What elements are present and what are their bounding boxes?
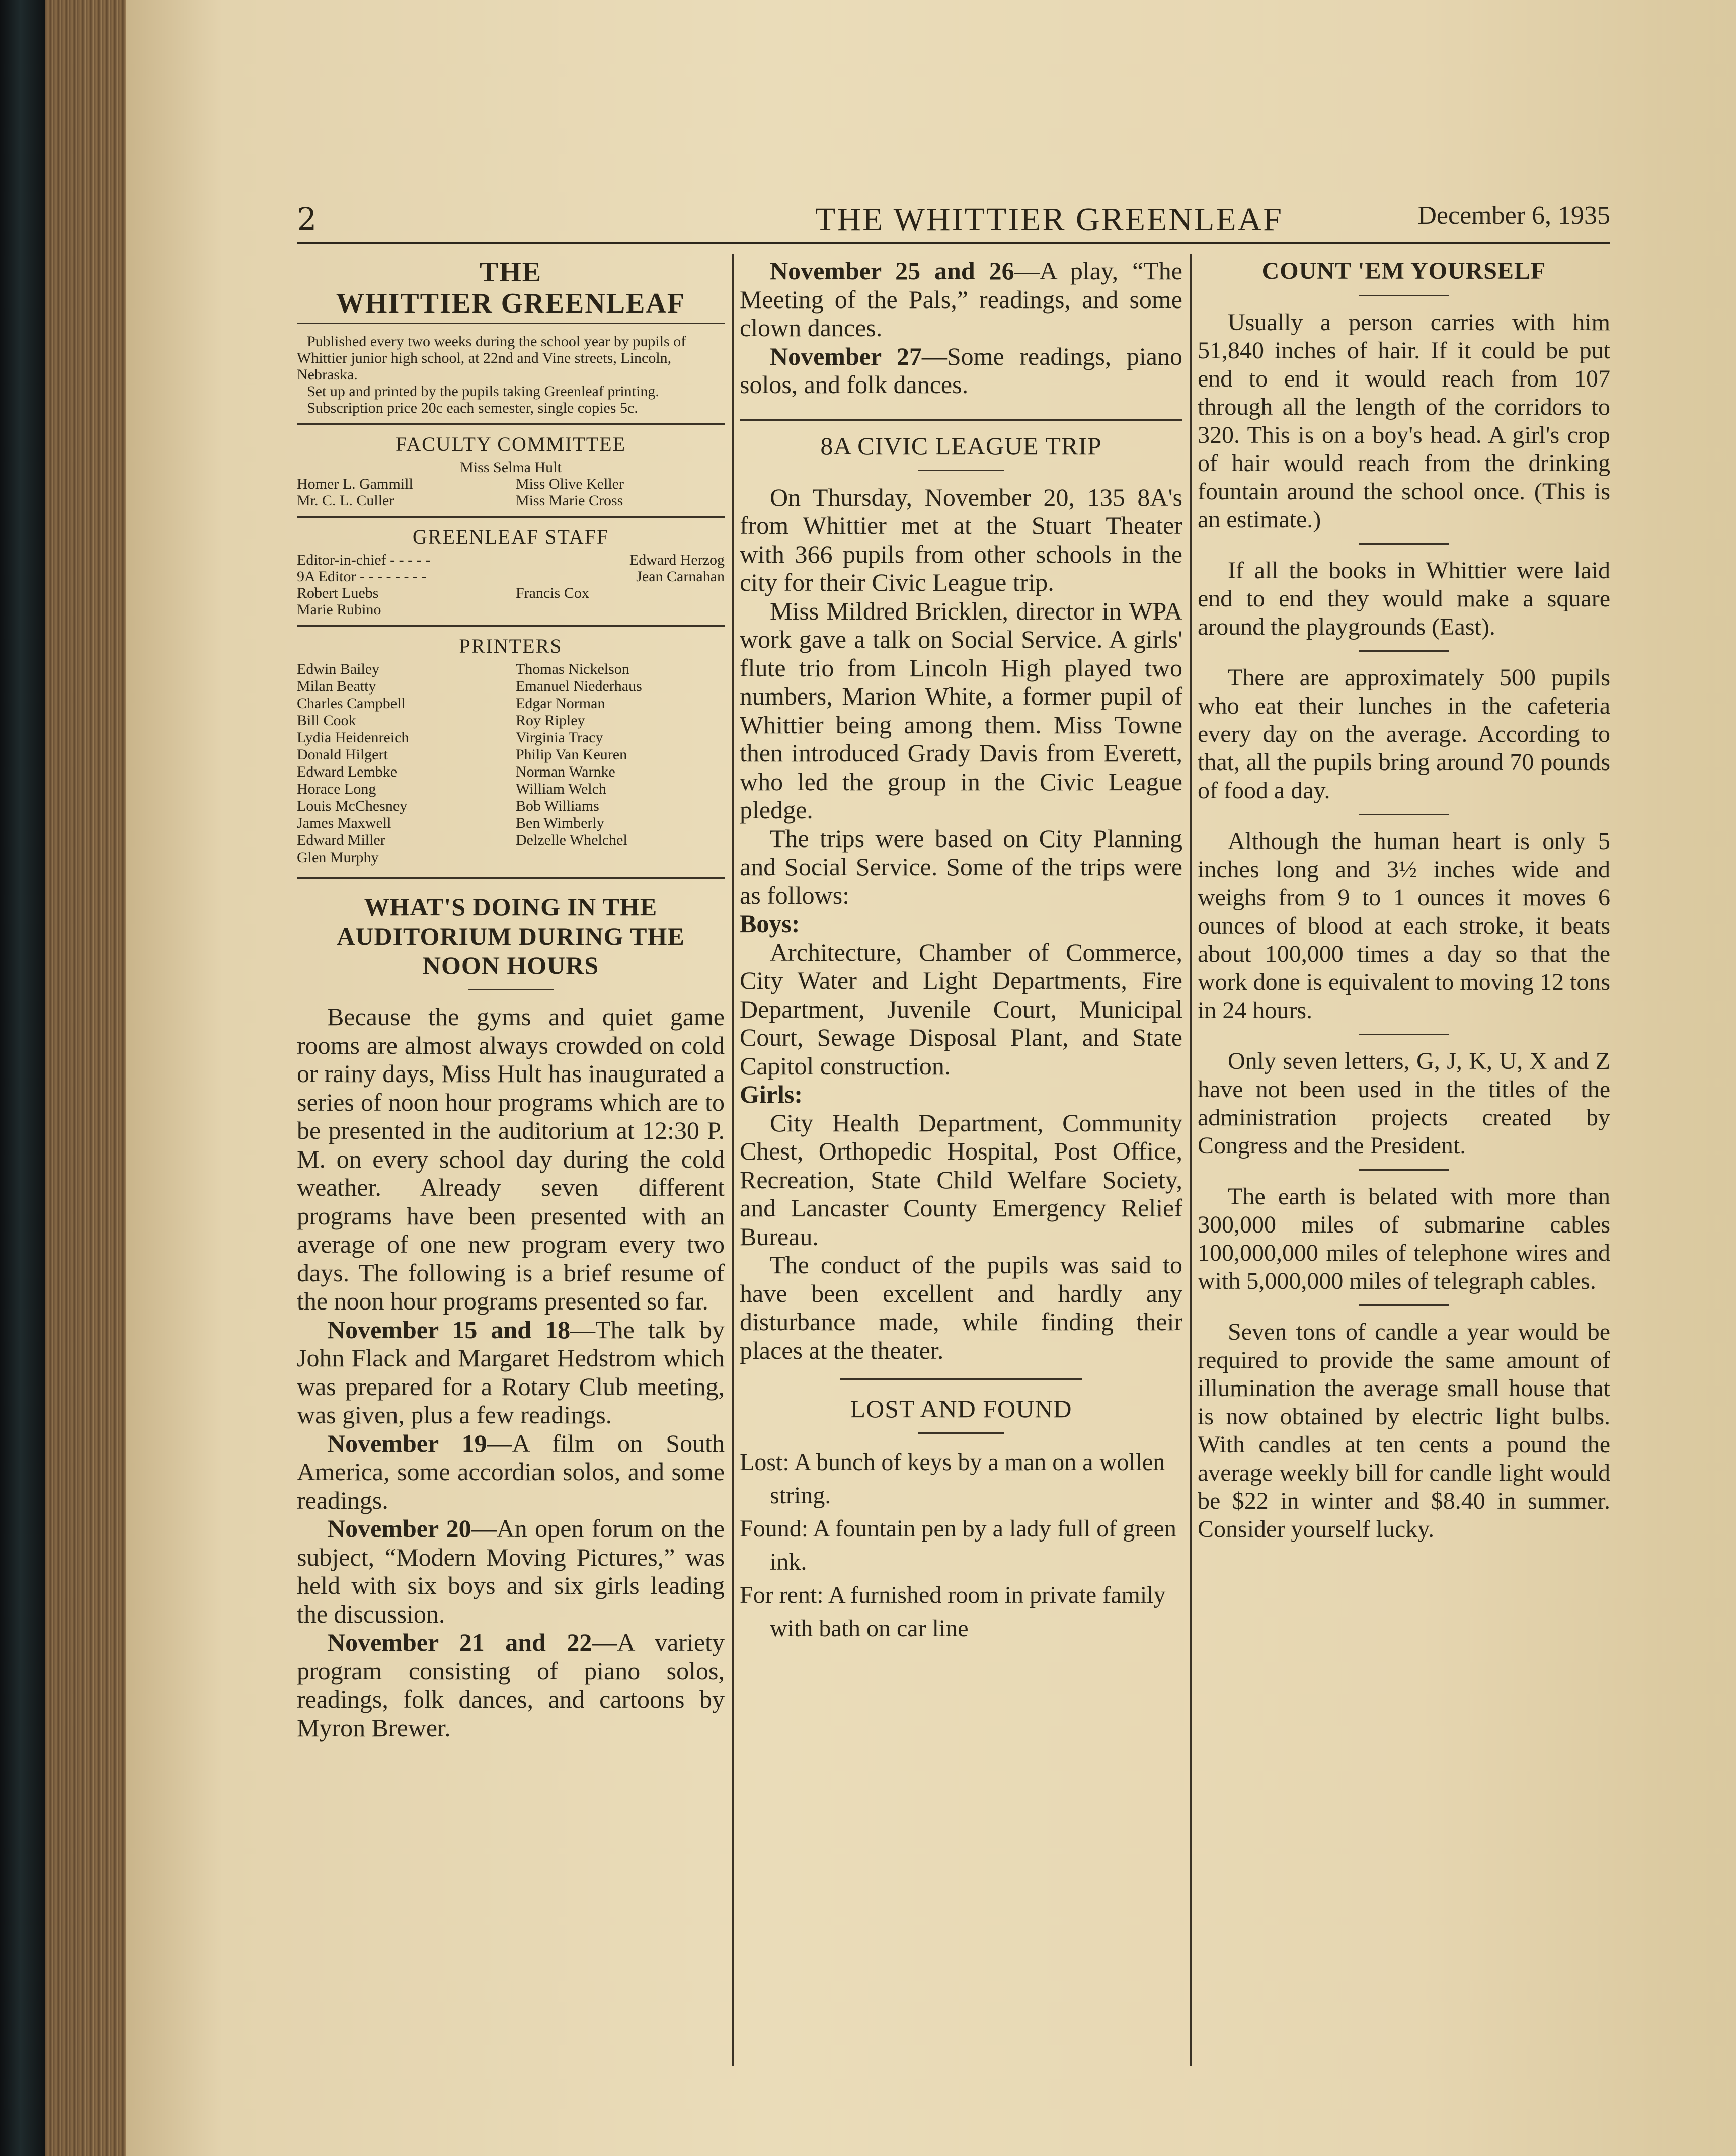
fact-item: Only seven letters, G, J, K, U, X and Z have not been used in the titles of the administration projects created by Congress and the President. xyxy=(1198,1048,1610,1159)
faculty-chair: Miss Selma Hult xyxy=(460,459,562,476)
civic-paragraph: On Thursday, November 20, 135 8A's from Whittier met at the Stuart Theater with 366 pupils from other schools in the city for their Civic League trip. xyxy=(740,483,1182,596)
faculty-heading: FACULTY COMMITTEE xyxy=(395,433,626,455)
book-spine xyxy=(0,0,45,2156)
divider xyxy=(297,323,725,324)
printers-left xyxy=(297,661,506,866)
printer-name: Louis McChesney xyxy=(297,798,408,814)
program-text: —An open forum on the subject, “Modern Moving Pictures,” was held with six boys and six girls leading the discussion. xyxy=(297,1514,725,1628)
lost-found-list xyxy=(740,1446,1182,1645)
printers-list xyxy=(297,661,725,866)
civic-trip-article xyxy=(740,483,1182,1365)
faculty-member: Mr. C. L. Culler xyxy=(297,492,394,509)
program-date: November 27 xyxy=(770,342,922,370)
program-date: November 25 and 26 xyxy=(770,257,1014,285)
auditorium-article xyxy=(297,1003,725,1742)
fact-item: Seven tons of candle a year would be required to provide the same amount of illumination the average small house that is now obtained by electric light bulbs. With candles at ten cents a pound the average weekly bill for candle light would be $22 in winter and $8.40 in summer. Consider yourself lucky. xyxy=(1198,1319,1610,1543)
printer-name: Charles Campbell xyxy=(297,695,406,712)
count-em-headline: COUNT 'EM YOURSELF xyxy=(1261,258,1546,284)
column-one xyxy=(297,257,725,2048)
program-date: November 20 xyxy=(327,1514,471,1543)
headline-dash xyxy=(918,470,1004,471)
fact-divider xyxy=(1359,1034,1449,1035)
civic-trip-headline: 8A CIVIC LEAGUE TRIP xyxy=(820,431,1102,460)
lost-found-headline: LOST AND FOUND xyxy=(850,1395,1072,1423)
printer-name: Thomas Nickelson xyxy=(516,661,629,677)
fact-item: The earth is belated with more than 300,000 miles of submarine cables 100,000,000 miles of telephone wires and with 5,000,000 miles of telegraph cables. xyxy=(1198,1183,1610,1294)
column-rule xyxy=(732,254,734,2066)
program-text: —A play, “The Meeting of the Pals,” readings, and some clown dances. xyxy=(740,257,1182,342)
faculty-list xyxy=(297,476,725,509)
printing-note: Set up and printed by the pupils taking Greenleaf printing. xyxy=(307,383,659,400)
fact-item: If all the books in Whittier were laid end to end they would make a square around the playgrounds (East). xyxy=(1198,557,1610,640)
printers-right xyxy=(516,661,725,866)
classified-item: Found: A fountain pen by a lady full of green ink. xyxy=(740,1515,1176,1575)
printer-name: Edward Miller xyxy=(297,832,385,849)
fact-item: Usually a person carries with him 51,840 inches of hair. If it could be put end to end it would reach from 107 through all the length of the corridors to 320. This is on a boy's head. A girl's crop of hair would reach from the drinking fountain around the school once. (This is an estimate.) xyxy=(1198,309,1610,533)
printer-name: Delzelle Whelchel xyxy=(516,832,627,849)
divider xyxy=(297,877,725,879)
civic-closing: The conduct of the pupils was said to have been excellent and hardly any disturbance made, while finding their places at the theater. xyxy=(740,1251,1182,1364)
program-date: November 15 and 18 xyxy=(327,1315,571,1344)
classified-item: Lost: A bunch of keys by a man on a wollen string. xyxy=(740,1449,1165,1509)
page-edges xyxy=(45,0,126,2156)
printer-name: Roy Ripley xyxy=(516,712,585,729)
fact-item: There are approximately 500 pupils who eat their lunches in the cafeteria every day on the average. According to that, all the pupils bring around 70 pounds of food a day. xyxy=(1198,664,1610,804)
staff-member: Robert Luebs xyxy=(297,585,379,601)
program-text: —The talk by John Flack and Margaret Hedstrom which was prepared for a Rotary Club meeting, was given, plus a few readings. xyxy=(297,1315,725,1429)
printer-name: James Maxwell xyxy=(297,815,391,831)
column-two xyxy=(740,257,1182,2048)
ninth-editor-name: Jean Carnahan xyxy=(636,568,725,585)
masthead-name: WHITTIER GREENLEAF xyxy=(336,288,686,319)
printer-name: Glen Murphy xyxy=(297,849,379,866)
program-entry xyxy=(297,1429,725,1515)
printer-name: Lydia Heidenreich xyxy=(297,729,409,746)
staff-member: Marie Rubino xyxy=(297,601,381,618)
faculty-member: Miss Olive Keller xyxy=(516,476,624,492)
staff-heading: GREENLEAF STAFF xyxy=(412,525,609,548)
column-rule xyxy=(1190,254,1192,2066)
boys-trips: Architecture, Chamber of Commerce, City Water and Light Departments, Fire Department, Juvenile Court, Municipal Court, Sewage Disposal Plant, and State Capitol construction. xyxy=(740,938,1182,1080)
printer-name: Emanuel Niederhaus xyxy=(516,678,642,695)
faculty-member: Homer L. Gammill xyxy=(297,476,413,492)
program-entry xyxy=(740,342,1182,399)
printer-name: William Welch xyxy=(516,781,606,797)
fact-divider xyxy=(1359,1304,1449,1306)
program-entry xyxy=(297,1628,725,1742)
printer-name: Bill Cook xyxy=(297,712,356,729)
divider xyxy=(840,1378,1082,1380)
divider xyxy=(740,419,1182,421)
printer-name: Donald Hilgert xyxy=(297,746,388,763)
headline-dash xyxy=(468,989,554,990)
girls-label-text: Girls: xyxy=(740,1080,803,1108)
printer-name: Virginia Tracy xyxy=(516,729,603,746)
staff-member xyxy=(516,601,725,618)
auditorium-continued xyxy=(740,257,1182,399)
program-entry xyxy=(297,1316,725,1429)
printer-name: Ben Wimberly xyxy=(516,815,604,831)
divider xyxy=(297,516,725,518)
program-entry xyxy=(740,257,1182,342)
fact-divider xyxy=(1359,1169,1449,1171)
fact-divider xyxy=(1359,543,1449,545)
staff-list xyxy=(297,585,725,618)
boys-label-text: Boys: xyxy=(740,909,800,938)
auditorium-intro: Because the gyms and quiet game rooms are almost always crowded on cold or rainy days, Miss Hult has inaugurated a series of noon hour programs which are to be presented in the auditorium at 12:30 P. M. on every school day during the cold weather. Already seven different programs have been presented with an average of one new program every two days. The following is a brief resume of the noon hour programs presented so far. xyxy=(297,1003,725,1315)
printer-name: Bob Williams xyxy=(516,798,599,814)
printer-name: Edwin Bailey xyxy=(297,661,380,677)
auditorium-headline: WHAT'S DOING IN THE AUDITORIUM DURING THE NOON HOURS xyxy=(337,893,685,979)
ninth-editor-line xyxy=(297,568,725,585)
classified-item: For rent: A furnished room in private family with bath on car line xyxy=(740,1582,1166,1642)
printer-name: Milan Beatty xyxy=(297,678,376,695)
divider xyxy=(297,625,725,627)
boys-label xyxy=(740,909,1182,938)
program-date: November 21 and 22 xyxy=(327,1628,592,1656)
staff-member: Francis Cox xyxy=(516,585,589,601)
column-three xyxy=(1198,257,1610,2048)
civic-paragraph: Miss Mildred Bricklen, director in WPA work gave a talk on Social Service. A girls' flute trio from Lincoln High played two numbers, Marion White, a former pupil of Whittier being among them. Miss Towne then introduced Grady Davis from Everett, who led the group in the Civic League pledge. xyxy=(740,596,1182,824)
printer-name: Norman Warnke xyxy=(516,763,615,780)
count-em-article xyxy=(1198,309,1610,1544)
divider xyxy=(297,423,725,425)
program-text: —A film on South America, some accordian solos, and some readings. xyxy=(297,1429,725,1514)
fact-item: Although the human heart is only 5 inches long and 3½ inches wide and weighs from 9 to 1 ounces it moves 6 ounces of blood at each stroke, it beats about 100,000 times a day so that the work done is equivalent to moving 12 tons in 24 hours. xyxy=(1198,828,1610,1024)
civic-paragraph: The trips were based on City Planning and Social Service. Some of the trips were as follows: xyxy=(740,824,1182,909)
editor-label: Editor-in-chief - - - - - xyxy=(297,552,431,568)
editor-line xyxy=(297,552,725,568)
ninth-editor-label: 9A Editor - - - - - - - - xyxy=(297,568,427,585)
page-header xyxy=(297,199,1610,244)
editor-name: Edward Herzog xyxy=(629,552,725,568)
faculty-member: Miss Marie Cross xyxy=(516,492,623,509)
subscription-note: Subscription price 20c each semester, single copies 5c. xyxy=(307,400,638,416)
headline-dash xyxy=(918,1432,1004,1434)
printer-name: Edgar Norman xyxy=(516,695,605,712)
issue-date: December 6, 1935 xyxy=(1417,201,1610,230)
program-date: November 19 xyxy=(327,1429,487,1457)
running-title: THE WHITTIER GREENLEAF xyxy=(815,201,1283,238)
printers-heading: PRINTERS xyxy=(459,635,563,657)
fact-divider xyxy=(1359,814,1449,815)
headline-dash xyxy=(1359,295,1449,296)
girls-label xyxy=(740,1080,1182,1109)
masthead-name-top: THE xyxy=(479,257,542,288)
girls-trips: City Health Department, Community Chest, Orthopedic Hospital, Post Office, Recreation, State Child Welfare Society, and Lancaster County Emergency Relief Bureau. xyxy=(740,1108,1182,1251)
page-number: 2 xyxy=(297,201,317,238)
program-text: —Some readings, piano solos, and folk dances. xyxy=(740,342,1182,399)
printer-name: Edward Lembke xyxy=(297,763,398,780)
page-shadow xyxy=(1655,0,1736,2156)
publication-info xyxy=(297,333,725,416)
publication-note: Published every two weeks during the school year by pupils of Whittier junior high school, at 22nd and Vine streets, Lincoln, Nebraska. xyxy=(297,333,686,383)
program-text: —A variety program consisting of piano solos, readings, folk dances, and cartoons by Myron Brewer. xyxy=(297,1628,725,1742)
printer-name: Philip Van Keuren xyxy=(516,746,627,763)
fact-divider xyxy=(1359,650,1449,652)
printer-name: Horace Long xyxy=(297,781,376,797)
program-entry xyxy=(297,1514,725,1628)
